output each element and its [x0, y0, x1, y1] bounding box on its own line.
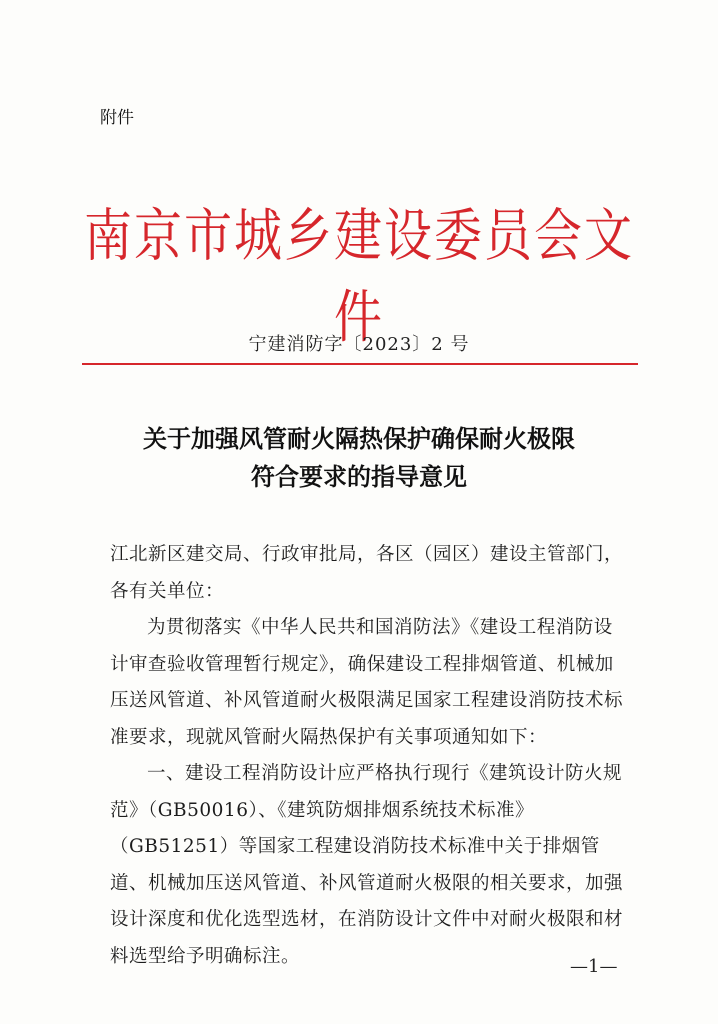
- paragraph-item-1: 一、建设工程消防设计应严格执行现行《建筑设计防火规范》（GB50016）、《建筑防烟排烟系统技术标准》（GB51251）等国家工程建设消防技术标准中关于排烟管道、机械加压送风管道、补风管道耐火极限的相关要求，加强设计深度和优化选型选材，在消防设计文件中对耐火极限和材料选型给予明确标注。: [110, 763, 624, 967]
- red-divider-line: [82, 363, 638, 365]
- document-number: 宁建消防字〔2023〕2 号: [248, 334, 470, 355]
- addressee: 江北新区建交局、行政审批局，各区（园区）建设主管部门，各有关单位：: [110, 544, 624, 602]
- issuer-heading: 南京市城乡建设委员会文件: [83, 202, 634, 351]
- document-title: [60, 420, 658, 496]
- page-number: —1—: [570, 956, 618, 977]
- attachment-label: 附件: [100, 108, 134, 128]
- paragraph-intro: 为贯彻落实《中华人民共和国消防法》《建设工程消防设计审查验收管理暂行规定》，确保建设工程排烟管道、机械加压送风管道、补风管道耐火极限满足国家工程建设消防技术标准要求，现就风管耐火隔热保护有关事项通知如下：: [110, 617, 624, 748]
- title-line-1: 关于加强风管耐火隔热保护确保耐火极限: [143, 424, 575, 453]
- document-body: [110, 537, 630, 975]
- title-line-2: 符合要求的指导意见: [251, 462, 467, 491]
